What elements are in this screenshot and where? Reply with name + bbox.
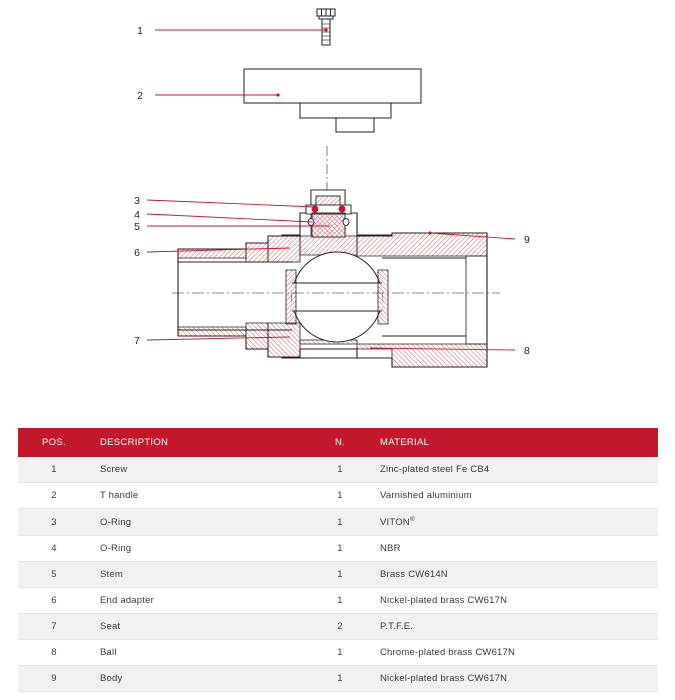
callout-8: 8 [524,345,530,357]
callout-9: 9 [524,234,530,246]
cell-n: 1 [310,640,370,666]
cell-material: P.T.F.E. [370,614,658,640]
table-row [18,666,658,692]
cell-pos: 5 [18,562,90,588]
callout-4: 4 [134,209,140,221]
cell-description: Body [90,666,310,692]
cell-description: Stem [90,562,310,588]
table-row [18,588,658,614]
cell-material: VITON® [370,509,658,536]
cell-n: 1 [310,536,370,562]
cell-n: 1 [310,666,370,692]
cell-material: Varnished aluminium [370,483,658,509]
table-row [18,536,658,562]
cell-n: 1 [310,457,370,483]
table-header-row [18,428,658,457]
cell-description: O-Ring [90,509,310,536]
cell-material: Zinc-plated steel Fe CB4 [370,457,658,483]
cell-n: 1 [310,562,370,588]
cell-pos: 8 [18,640,90,666]
column-header-n: N. [310,428,370,457]
cell-material: Chrome-plated brass CW617N [370,640,658,666]
cell-material: Nickel-plated brass CW617N [370,588,658,614]
cell-pos: 1 [18,457,90,483]
callout-3: 3 [134,195,140,207]
cell-n: 1 [310,588,370,614]
cell-n: 1 [310,483,370,509]
cell-pos: 7 [18,614,90,640]
table-row [18,483,658,509]
cell-pos: 3 [18,509,90,536]
cell-description: End adapter [90,588,310,614]
cell-material: Brass CW614N [370,562,658,588]
column-header-material: MATERIAL [370,428,658,457]
cell-description: Seat [90,614,310,640]
parts-table [18,428,658,692]
callout-7: 7 [134,335,140,347]
cell-pos: 2 [18,483,90,509]
table-row [18,614,658,640]
cell-pos: 4 [18,536,90,562]
cell-description: Ball [90,640,310,666]
cell-material: Nickel-plated brass CW617N [370,666,658,692]
callout-2: 2 [137,90,143,102]
table-row [18,457,658,483]
callout-5: 5 [134,221,140,233]
cell-n: 2 [310,614,370,640]
column-header-description: DESCRIPTION [90,428,310,457]
cell-pos: 9 [18,666,90,692]
callout-1: 1 [137,25,143,37]
table-row [18,562,658,588]
part-t-handle [244,69,421,132]
table-row [18,509,658,536]
cell-material: NBR [370,536,658,562]
cell-description: Screw [90,457,310,483]
column-header-pos: POS. [18,428,90,457]
cell-pos: 6 [18,588,90,614]
part-screw [317,9,335,45]
callout-6: 6 [134,247,140,259]
cell-n: 1 [310,509,370,536]
table-row [18,640,658,666]
cell-description: O-Ring [90,536,310,562]
stem-detail [306,190,351,237]
cell-description: T handle [90,483,310,509]
